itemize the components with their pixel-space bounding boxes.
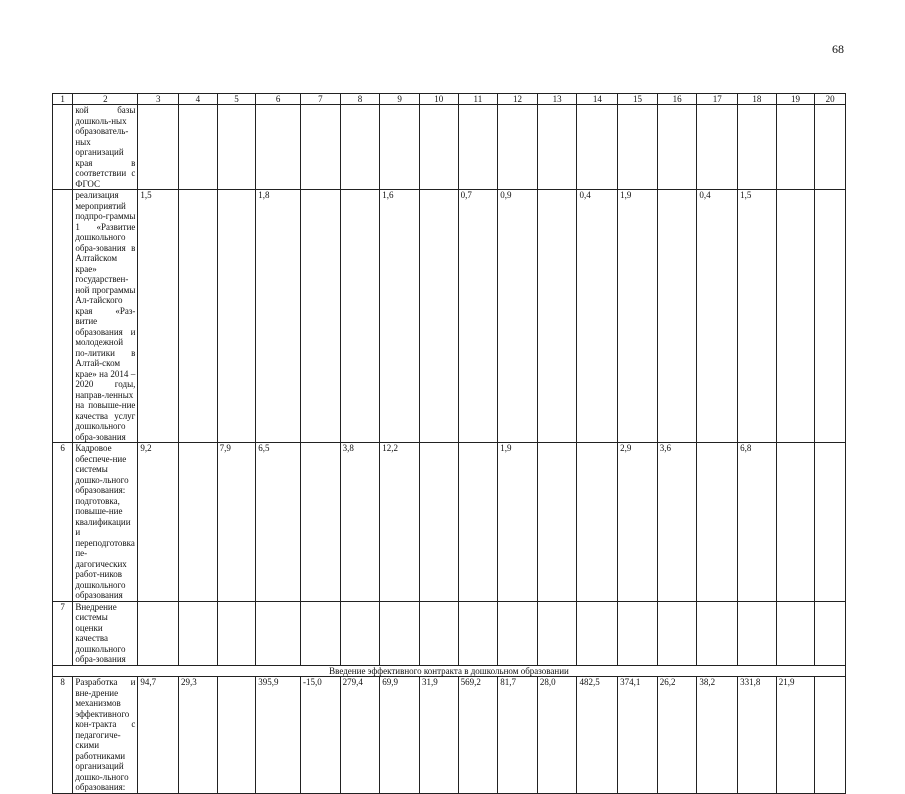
header-cell: 16 <box>657 94 697 105</box>
value-cell <box>537 443 577 602</box>
value-cell: 69,9 <box>380 677 420 794</box>
value-cell: 0,9 <box>498 190 538 443</box>
value-cell <box>256 601 301 665</box>
row-description: Внедрение системы оценки качества дошкольного обра-зования <box>73 601 138 665</box>
value-cell <box>618 601 658 665</box>
header-cell: 15 <box>618 94 658 105</box>
value-cell: 29,3 <box>179 677 218 794</box>
value-cell: 1,8 <box>256 190 301 443</box>
value-cell <box>301 105 341 190</box>
value-cell <box>498 105 538 190</box>
header-cell: 13 <box>537 94 577 105</box>
value-cell <box>419 601 458 665</box>
header-cell: 6 <box>256 94 301 105</box>
value-cell <box>577 105 618 190</box>
header-cell: 5 <box>217 94 256 105</box>
value-cell: 0,4 <box>577 190 618 443</box>
data-table <box>52 93 846 794</box>
value-cell <box>340 105 380 190</box>
value-cell <box>217 601 256 665</box>
value-cell <box>340 601 380 665</box>
value-cell <box>458 601 498 665</box>
header-cell: 8 <box>340 94 380 105</box>
value-cell: 38,2 <box>697 677 738 794</box>
header-cell: 11 <box>458 94 498 105</box>
row-number <box>53 190 73 443</box>
row-description: реализация мероприятий подпро-граммы 1 «Развитие дошкольного обра-зования в Алтайском крае» государствен-ной программы Ал-тайского края «Раз-витие образования и молодежной по-литики в Алтай-ском крае» на 2014 – 2020 годы, направ-ленных на повыше-ние качества услуг дошкольного обра-зования <box>73 190 138 443</box>
value-cell <box>179 443 218 602</box>
value-cell <box>657 190 697 443</box>
value-cell <box>738 601 777 665</box>
value-cell: -15,0 <box>301 677 341 794</box>
row-description: кой базы дошколь-ных образователь-ных организаций края в соответствии с ФГОС <box>73 105 138 190</box>
value-cell: 1,5 <box>138 190 179 443</box>
value-cell <box>419 105 458 190</box>
row-description: Кадровое обеспече-ние системы дошко-льного образования: подготовка, повыше-ние квалификации и переподготовка пе-дагогических работ-ников дошкольного образования <box>73 443 138 602</box>
value-cell: 1,6 <box>380 190 420 443</box>
row-description: Разработка и вне-дрение механизмов эффективного кон-тракта с педагогиче-скими работниками организаций дошко-льного образования: <box>73 677 138 794</box>
value-cell <box>815 677 846 794</box>
table-row <box>53 105 846 190</box>
row-number: 7 <box>53 601 73 665</box>
header-cell: 9 <box>380 94 420 105</box>
value-cell <box>537 601 577 665</box>
value-cell: 0,7 <box>458 190 498 443</box>
value-cell <box>256 105 301 190</box>
value-cell <box>657 601 697 665</box>
table-header-row <box>53 94 846 105</box>
value-cell <box>618 105 658 190</box>
value-cell <box>138 105 179 190</box>
value-cell: 12,2 <box>380 443 420 602</box>
page-number: 68 <box>832 42 844 56</box>
value-cell <box>217 190 256 443</box>
value-cell: 569,2 <box>458 677 498 794</box>
value-cell: 21,9 <box>776 677 815 794</box>
value-cell: 1,5 <box>738 190 777 443</box>
value-cell <box>301 190 341 443</box>
header-cell: 10 <box>419 94 458 105</box>
value-cell <box>301 601 341 665</box>
table-row <box>53 443 846 602</box>
value-cell: 331,8 <box>738 677 777 794</box>
value-cell: 0,4 <box>697 190 738 443</box>
value-cell: 3,6 <box>657 443 697 602</box>
table-row <box>53 190 846 443</box>
header-cell: 1 <box>53 94 73 105</box>
header-cell: 19 <box>776 94 815 105</box>
section-row <box>53 665 846 677</box>
table-row <box>53 677 846 794</box>
value-cell <box>577 601 618 665</box>
value-cell <box>697 105 738 190</box>
value-cell <box>458 443 498 602</box>
value-cell <box>657 105 697 190</box>
value-cell <box>419 190 458 443</box>
value-cell: 28,0 <box>537 677 577 794</box>
header-cell: 12 <box>498 94 538 105</box>
value-cell: 81,7 <box>498 677 538 794</box>
value-cell <box>537 190 577 443</box>
header-cell: 20 <box>815 94 846 105</box>
value-cell <box>815 105 846 190</box>
value-cell <box>697 443 738 602</box>
value-cell: 9,2 <box>138 443 179 602</box>
header-cell: 4 <box>179 94 218 105</box>
section-title: Введение эффективного контракта в дошкольном образовании <box>53 665 846 677</box>
value-cell <box>179 601 218 665</box>
value-cell: 6,8 <box>738 443 777 602</box>
header-cell: 3 <box>138 94 179 105</box>
header-cell: 2 <box>73 94 138 105</box>
row-number <box>53 105 73 190</box>
value-cell <box>340 190 380 443</box>
value-cell <box>301 443 341 602</box>
value-cell <box>498 601 538 665</box>
value-cell <box>697 601 738 665</box>
value-cell <box>380 105 420 190</box>
value-cell <box>419 443 458 602</box>
value-cell <box>815 443 846 602</box>
value-cell: 374,1 <box>618 677 658 794</box>
header-cell: 7 <box>301 94 341 105</box>
value-cell <box>537 105 577 190</box>
value-cell <box>380 601 420 665</box>
value-cell <box>776 443 815 602</box>
header-cell: 17 <box>697 94 738 105</box>
value-cell <box>138 601 179 665</box>
value-cell: 7,9 <box>217 443 256 602</box>
value-cell <box>776 601 815 665</box>
value-cell <box>217 677 256 794</box>
value-cell: 6,5 <box>256 443 301 602</box>
value-cell: 31,9 <box>419 677 458 794</box>
value-cell: 2,9 <box>618 443 658 602</box>
value-cell: 94,7 <box>138 677 179 794</box>
value-cell <box>577 443 618 602</box>
value-cell: 482,5 <box>577 677 618 794</box>
value-cell <box>738 105 777 190</box>
value-cell <box>217 105 256 190</box>
value-cell <box>815 601 846 665</box>
value-cell <box>458 105 498 190</box>
value-cell: 395,9 <box>256 677 301 794</box>
value-cell: 1,9 <box>498 443 538 602</box>
value-cell <box>776 105 815 190</box>
value-cell <box>179 105 218 190</box>
value-cell: 279,4 <box>340 677 380 794</box>
value-cell <box>179 190 218 443</box>
value-cell <box>815 190 846 443</box>
header-cell: 18 <box>738 94 777 105</box>
row-number: 8 <box>53 677 73 794</box>
table-row <box>53 601 846 665</box>
value-cell <box>776 190 815 443</box>
value-cell: 1,9 <box>618 190 658 443</box>
row-number: 6 <box>53 443 73 602</box>
value-cell: 3,8 <box>340 443 380 602</box>
header-cell: 14 <box>577 94 618 105</box>
value-cell: 26,2 <box>657 677 697 794</box>
